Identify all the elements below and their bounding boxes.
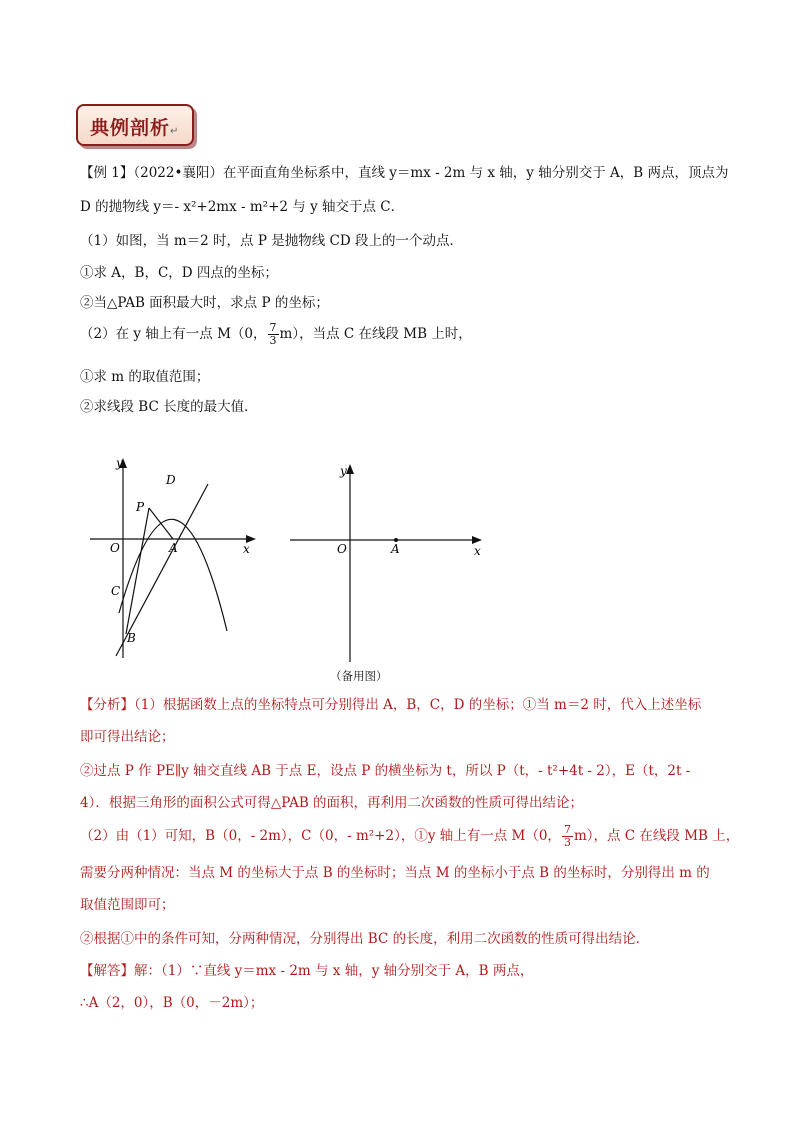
figure-1-segment-pa <box>149 508 173 539</box>
analysis-line-5-a: （2）由（1）可知，B（0，- 2m），C（0，- m²+2），①y 轴上有一点 M（0， <box>80 828 561 844</box>
analysis-line-4: 4）．根据三角形的面积公式可得△PAB 的面积，再利用二次函数的性质可得出结论； <box>80 795 584 811</box>
section-title-text: 典例剖析 <box>90 117 171 139</box>
problem-line-6-a: （2）在 y 轴上有一点 M（0， <box>80 326 267 342</box>
figure-2-label-o: O <box>337 542 347 556</box>
analysis-line-3: ②过点 P 作 PE∥y 轴交直线 AB 于点 E，设点 P 的横坐标为 t，所以 P（t，- t²+4t - 2），E（t，2t - <box>80 763 691 779</box>
problem-line-8: ②求线段 BC 长度的最大值． <box>80 399 258 415</box>
problem-line-6-b: m），当点 C 在线段 MB 上时， <box>279 326 472 342</box>
figure-1-label-y: y <box>116 456 123 470</box>
analysis-line-6: 需要分两种情况：当点 M 的坐标大于点 B 的坐标时；当点 M 的坐标小于点 B 的坐标时，分别得出 m 的 <box>80 865 710 881</box>
fraction-numerator: 7 <box>563 823 571 836</box>
analysis-line-5 <box>80 823 740 849</box>
figure-2-label-x: x <box>474 544 481 558</box>
problem-line-4: ①求 A，B，C，D 四点的坐标； <box>80 265 278 281</box>
figure-2-label-a: A <box>391 542 400 556</box>
return-mark: ↵ <box>170 126 180 137</box>
fraction-denominator: 3 <box>269 334 277 347</box>
figure-2-caption: （备用图） <box>330 669 388 683</box>
problem-line-2: D 的抛物线 y＝- x²+2mx - m²+2 与 y 轴交于点 C． <box>80 199 405 215</box>
problem-line-1: 【例 1】（2022•襄阳）在平面直角坐标系中，直线 y＝mx - 2m 与 x 轴，y 轴分别交于 A，B 两点，顶点为 <box>80 165 729 181</box>
figure-2-backup <box>288 458 493 666</box>
figure-1-label-x: x <box>243 542 250 556</box>
fraction-7-3-analysis <box>562 824 573 849</box>
analysis-line-1: 【分析】（1）根据函数上点的坐标特点可分别得出 A，B，C，D 的坐标；①当 m＝2 时，代入上述坐标 <box>80 697 702 713</box>
solution-line-1: 【解答】解：（1）∵直线 y＝mx - 2m 与 x 轴，y 轴分别交于 A，B 两点， <box>80 963 534 979</box>
solution-line-2: ∴A（2，0），B（0，－2m）； <box>80 995 264 1011</box>
fraction-7-3 <box>268 322 279 347</box>
figure-2-x-arrow <box>472 536 482 544</box>
problem-line-5: ②当△PAB 面积最大时，求点 P 的坐标； <box>80 295 329 311</box>
figure-1-label-o: O <box>110 541 120 555</box>
analysis-line-2: 即可得出结论； <box>80 729 175 745</box>
figure-1-label-a: A <box>169 541 178 555</box>
figure-2-y-arrow <box>346 464 354 474</box>
figure-1-label-c: C <box>111 584 121 598</box>
figure-1-parabola <box>80 448 270 666</box>
problem-line-3: （1）如图，当 m＝2 时，点 P 是抛物线 CD 段上的一个动点． <box>80 233 463 249</box>
fraction-numerator: 7 <box>269 321 277 334</box>
fraction-denominator: 3 <box>563 836 571 849</box>
figure-1-parabola-curve <box>119 519 227 631</box>
problem-line-7: ①求 m 的取值范围； <box>80 369 210 385</box>
figure-1-label-p: P <box>136 500 145 514</box>
section-title <box>90 113 179 140</box>
figure-2-label-y: y <box>340 464 347 478</box>
figure-1-label-b: B <box>127 631 136 645</box>
analysis-line-5-b: m），点 C 在线段 MB 上， <box>573 828 740 844</box>
analysis-line-8: ②根据①中的条件可知，分两种情况，分别得出 BC 的长度，利用二次函数的性质可得出结论． <box>80 931 650 947</box>
problem-line-6 <box>80 322 730 347</box>
figure-1-label-d: D <box>166 473 176 487</box>
analysis-line-7: 取值范围即可； <box>80 897 175 913</box>
